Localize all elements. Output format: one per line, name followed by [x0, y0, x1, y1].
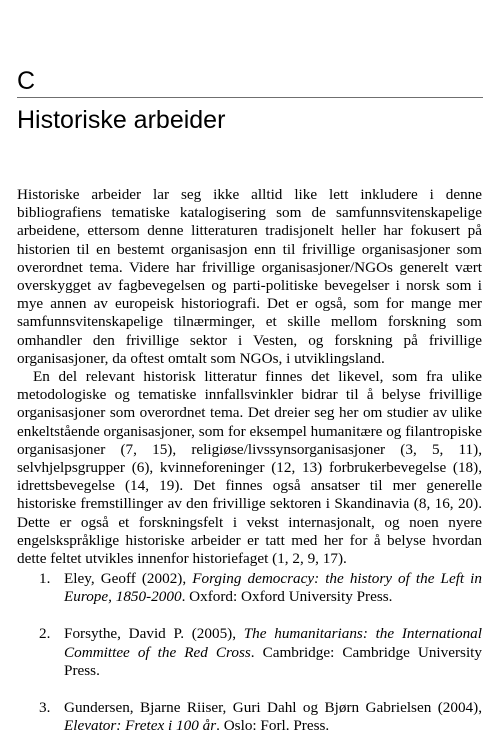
body-paragraph-2: En del relevant historisk litteratur finnes det likevel, som fra ulike metodologiske og tematiske innfallsvinkler bidrar til å belyse frivillige organisasjoner som overordnet tema. Det dreier seg her om studier av ulike enkeltstående organisasjoner, som for eksempel humanitære og filantropiske organisasjoner (7, 15), religiøse/livssynsorganisasjoner (3, 5, 11), selvhjelpsgrupper (6), kvinneforeninger (12, 13) forbrukerbevegelse (18), idrettsbevegelse (14, 19). Det finnes også ansatser til mer generelle historiske fremstillinger av den frivillige sektoren i Skandinavia (8, 16, 20). Dette er også et forskningsfelt i vekst internasjonalt, og noen nyere engelskspråklige historiske arbeider er tatt med her for å belyse hvordan dette feltet utvikles innenfor historiefaget (1, 2, 9, 17). [17, 368, 482, 568]
body-text [17, 186, 482, 568]
reference-number: 2. [39, 625, 51, 643]
reference-author: Gundersen, Bjarne Riiser, Guri Dahl og Bjørn Gabrielsen (2004), [64, 699, 482, 717]
reference-author: Eley, Geoff (2002), [64, 570, 193, 587]
reference-title: The humanitarians: the International Committee of the Red Cross [64, 625, 482, 661]
reference-item [17, 570, 482, 606]
reference-publisher: . Cambridge: Cambridge University Press. [64, 643, 482, 679]
reference-number: 1. [39, 570, 51, 587]
reference-number: 3. [39, 699, 51, 717]
chapter-title: Historiske arbeider [17, 106, 226, 134]
reference-item [17, 625, 482, 680]
reference-title: Forging democracy: the history of the Left in Europe, 1850-2000 [64, 570, 482, 606]
reference-publisher: . Oslo: Forl. Press. [216, 717, 330, 735]
body-paragraph-1: Historiske arbeider lar seg ikke alltid like lett inkludere i denne bibliografiens tematiske katalogisering som de samfunnsvitenskapelige arbeidene, ettersom denne litteraturen tradisjonelt heller har fokusert på historien til en bestemt organisasjon enn til frivillige organisasjoner som overordnet tema. Videre har frivillige organisasjoner/NGOs generelt vært overskygget av fagbevegelsen og parti-politiske bevegelser i norsk som i mye annen av europeisk historiografi. Det er også, som for mange mer samfunnsvitenskapelige tilnærminger, et skille mellom forskning som omhandler den frivillige sektor i Vesten, og forskning på frivillige organisasjoner, da oftest omtalt som NGOs, i utviklingsland. [17, 186, 482, 367]
reference-title: Elevator: Fretex i 100 år [64, 717, 217, 735]
chapter-letter: C [17, 67, 36, 95]
reference-author: Forsythe, David P. (2005), [64, 625, 244, 643]
chapter-divider [17, 97, 483, 98]
reference-publisher: . Oxford: Oxford University Press. [181, 588, 393, 606]
reference-list [17, 570, 482, 754]
